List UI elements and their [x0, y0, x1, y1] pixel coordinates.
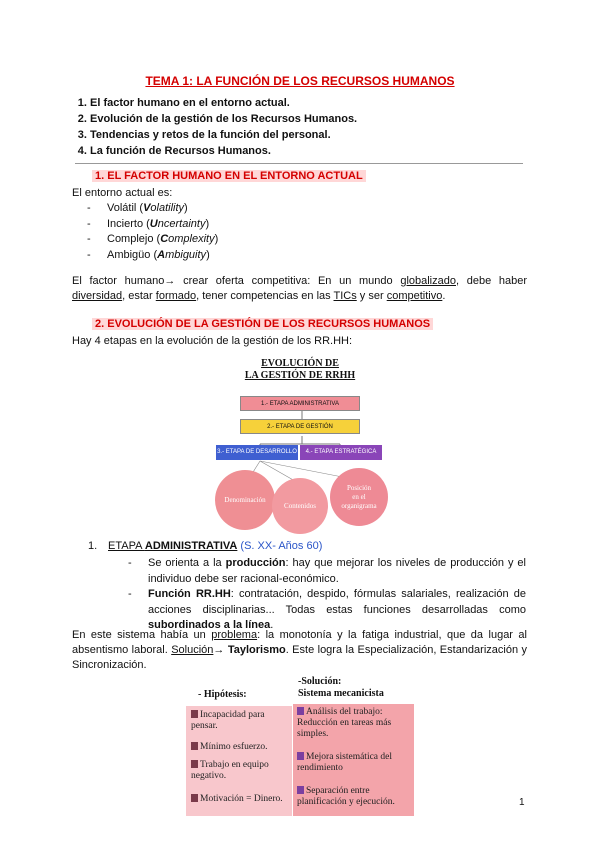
sistema-header: Sistema mecanicista [298, 688, 384, 699]
circle-denominacion: Denominación [215, 470, 275, 530]
section2-intro: Hay 4 etapas en la evolución de la gestión de los RR.HH: [72, 335, 353, 347]
taylorismo-paragraph: En este sistema había un problema: la monotonía y la fatiga industrial, que da lugar al absentismo laboral. Solución→ Taylorismo. Este logra la Especialización, Estandarización y Sincronización. [72, 629, 527, 671]
stage-estrategica: 4.- ETAPA ESTRATÉGICA [300, 445, 382, 460]
bullet-icon [191, 760, 198, 768]
bullet-icon [297, 786, 304, 794]
solucion-item: Mejora sistemática del rendimiento [297, 752, 392, 773]
toc-item: 1. El factor humano en el entorno actual. [90, 95, 357, 111]
etapa-administrativa-heading: 1. ETAPA ADMINISTRATIVA (S. XX- Años 60) [88, 540, 323, 552]
section-heading-1: 1. EL FACTOR HUMANO EN EL ENTORNO ACTUAL [92, 170, 366, 182]
list-item: - Ambigüo (Ambiguity) [87, 248, 218, 264]
circle-contenidos: Contenidos [272, 478, 328, 534]
section1-intro: El entorno actual es: [72, 187, 173, 199]
toc-item: 4. La función de Recursos Humanos. [90, 143, 357, 159]
stage-administrativa: 1.- ETAPA ADMINISTRATIVA [240, 396, 360, 411]
list-item: - Se orienta a la producción: hay que mejorar los niveles de producción y el individuo debe ser racional-económico. [128, 556, 526, 587]
hipotesis-item: Motivación = Dinero. [191, 794, 291, 805]
list-item: - Volátil (Volatility) [87, 201, 218, 217]
stage-gestion: 2.- ETAPA DE GESTIÓN [240, 419, 360, 434]
list-item: - Incierto (Uncertainty) [87, 217, 218, 233]
toc-item: 3. Tendencias y retos de la función del personal. [90, 127, 357, 143]
bullet-icon [297, 752, 304, 760]
stage-desarrollo: 3.- ETAPA DE DESARROLLO [216, 445, 298, 460]
solucion-item: Análisis del trabajo: Reducción en tareas más simples. [297, 707, 392, 739]
hipotesis-item: Trabajo en equipo negativo. [191, 760, 269, 781]
solucion-item: Separación entre planificación y ejecución. [297, 786, 395, 807]
bullet-icon [297, 707, 304, 715]
bullet-icon [191, 742, 198, 750]
bullet-icon [191, 710, 198, 718]
bullet-icon [191, 794, 198, 802]
page-title: TEMA 1: LA FUNCIÓN DE LOS RECURSOS HUMANOS [145, 74, 455, 88]
hipotesis-item: Mínimo esfuerzo. [191, 742, 289, 753]
solucion-header: -Solución: [298, 676, 342, 687]
divider [75, 163, 523, 164]
hipotesis-item: Incapacidad para pensar. [191, 710, 265, 731]
section-heading-2: 2. EVOLUCIÓN DE LA GESTIÓN DE LOS RECURSOS HUMANOS [92, 318, 433, 330]
circle-posicion: Posición en el organigrama [330, 468, 388, 526]
table-of-contents [72, 95, 357, 159]
list-item: - Complejo (Complexity) [87, 232, 218, 248]
volatility-list [87, 201, 218, 263]
page-number: 1 [519, 797, 525, 808]
toc-item: 2. Evolución de la gestión de los Recursos Humanos. [90, 111, 357, 127]
hipotesis-header: - Hipótesis: [198, 689, 247, 700]
diagram-title: EVOLUCIÓN DE LA GESTIÓN DE RRHH [244, 358, 356, 381]
list-item: - Función RR.HH: contratación, despido, fórmulas salariales, realización de acciones disciplinarias... Todas estas funciones desarrolladas como subordinados a la línea. [128, 587, 526, 634]
etapa-administrativa-bullets [128, 556, 526, 634]
section1-paragraph: El factor humano→ crear oferta competitiva: En un mundo globalizado, debe haber diversidad, estar formado, tener competencias en las TICs y ser competitivo. [72, 275, 527, 302]
